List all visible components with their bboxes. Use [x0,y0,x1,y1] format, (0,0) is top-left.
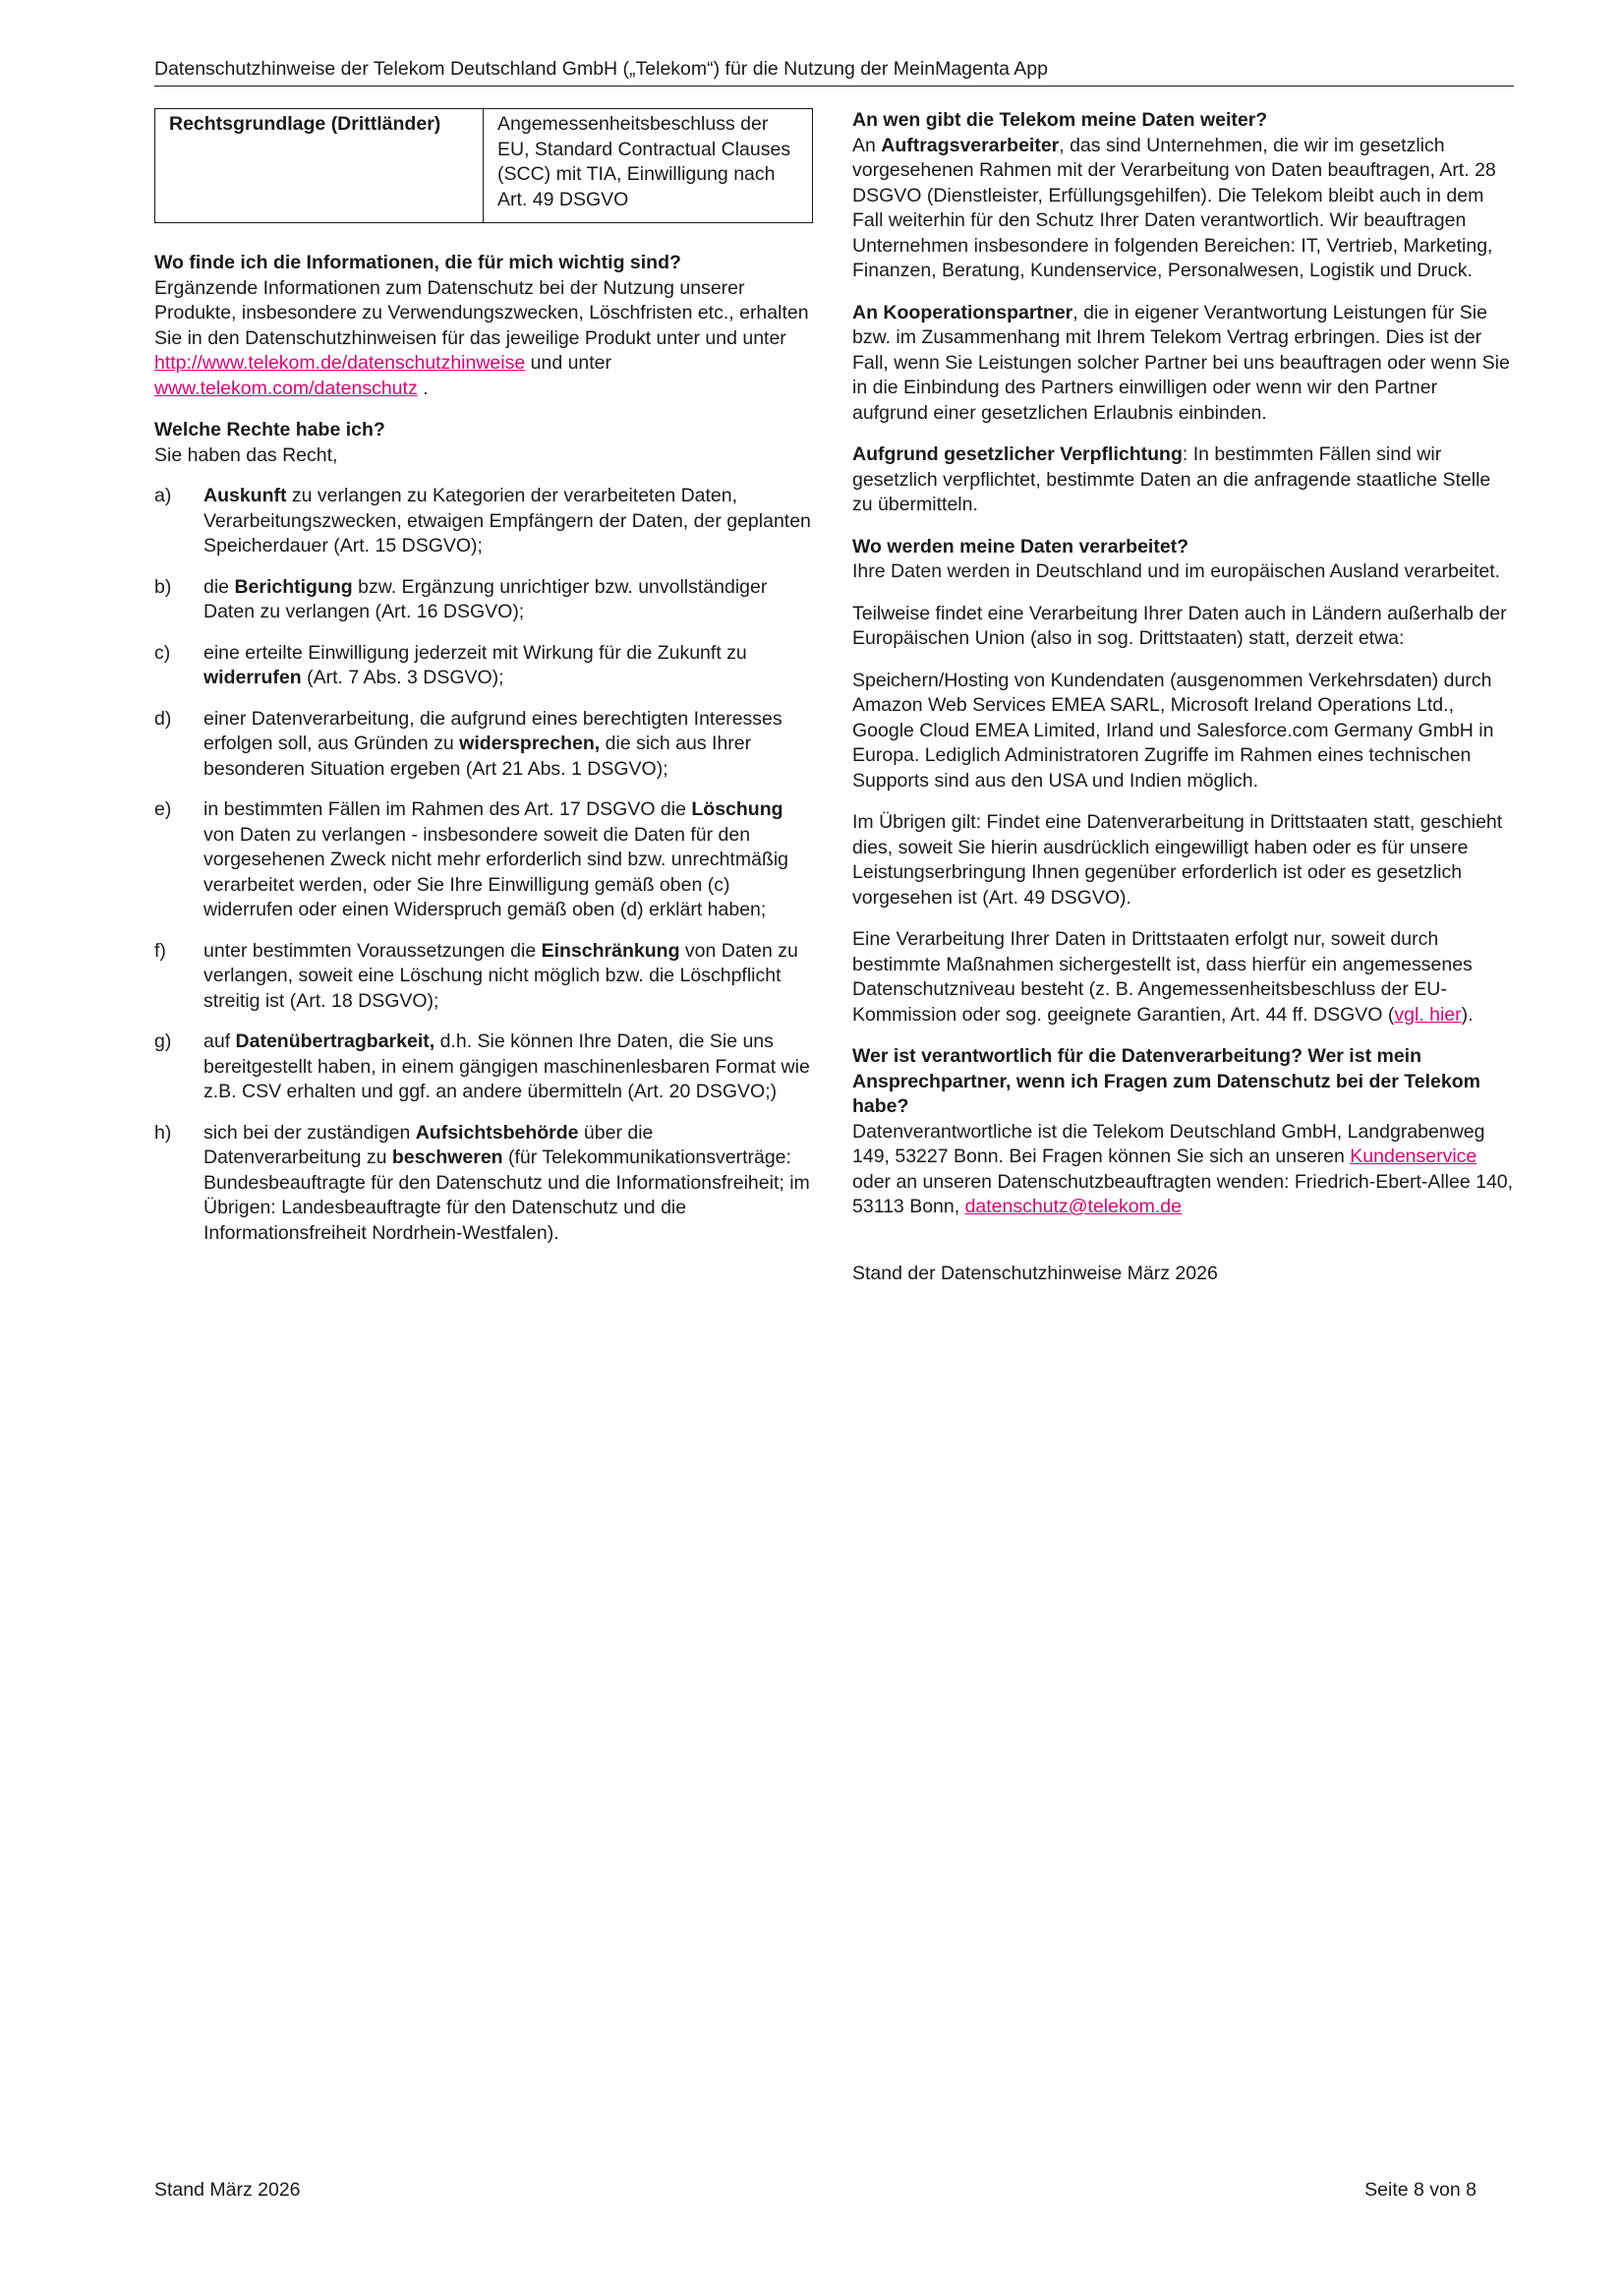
list-item: f) unter bestimmten Voraussetzungen die Einschränkung von Daten zu verlangen, soweit eine Löschung nicht möglich bzw. die Löschpflicht streitig ist (Art. 18 DSGVO); [154,939,813,1015]
where-p4: Im Übrigen gilt: Findet eine Datenverarbeitung in Drittstaaten statt, geschieht dies, soweit Sie hierin ausdrücklich eingewilligt haben oder es für unsere Leistungserbringung Ihnen gegenüber erforderlich ist oder es gesetzlich vorgesehen ist (Art. 49 DSGVO). [852,811,1503,909]
kundenservice-link[interactable]: Kundenservice [1350,1146,1477,1167]
info-end: . [423,377,429,399]
info-mid: und unter [530,352,612,374]
list-item: b) die Berichtigung bzw. Ergänzung unrichtiger bzw. unvollständiger Daten zu verlangen (Art. 16 DSGVO); [154,575,813,625]
footer-date: Stand März 2026 [154,2179,301,2201]
where-section [852,535,1516,1029]
header-title: Datenschutzhinweise der Telekom Deutschland GmbH („Telekom“) für die Nutzung der MeinMagenta App [154,58,1048,80]
rights-intro: Sie haben das Recht, [154,443,338,466]
list-item: h) sich bei der zuständigen Aufsichtsbehörde über die Datenverarbeitung zu beschweren (für Telekommunikationsverträge: Bundesbeauftragte für den Datenschutz und die Informationsfreiheit; im Übrigen: Landesbeauftragte für den Datenschutz und die Informationsfreiheit Nordrhein-Westfalen). [154,1121,813,1247]
list-marker: g) [154,1030,172,1052]
where-p5: Eine Verarbeitung Ihrer Daten in Drittstaaten erfolgt nur, soweit durch bestimmte Maßnahmen sichergestellt ist, dass hierfür ein angemessenes Datenschutzniveau besteht (z. B. Angemessenheitsbeschluss der EU-Kommission oder sog. geeignete Garantien, Art. 44 ff. DSGVO (vgl. hier). [852,928,1474,1026]
list-marker: e) [154,798,172,820]
list-item: a) Auskunft zu verlangen zu Kategorien der verarbeiteten Daten, Verarbeitungszwecken, etwaigen Empfängern der Daten, der geplanten Speicherdauer (Art. 15 DSGVO); [154,484,813,559]
right-column [852,108,1516,1286]
table-value: Angemessenheitsbeschluss der EU, Standard Contractual Clauses (SCC) mit TIA, Einwilligung nach Art. 49 DSGVO [484,109,813,223]
responsible-text: Datenverantwortliche ist die Telekom Deutschland GmbH, Landgrabenweg 149, 53227 Bonn. Bei Fragen können Sie sich an unseren Kundenservice oder an unseren Datenschutzbeauftragten wenden: Friedrich-Ebert-Allee 140, 53113 Bonn, datenschutz@telekom.de [852,1120,1514,1217]
share-title: An wen gibt die Telekom meine Daten weiter? [852,109,1268,131]
rights-section [154,418,813,1246]
datenschutzhinweise-link[interactable]: http://www.telekom.de/datenschutzhinweise [154,352,526,374]
legal-basis-table [154,108,813,223]
responsible-section [852,1044,1516,1220]
left-column [154,108,813,1263]
info-body: Ergänzende Informationen zum Datenschutz bei der Nutzung unserer Produkte, insbesondere zu Verwendungszwecken, Löschfristen etc., erhalten Sie in den Datenschutzhinweisen für das jeweilige Produkt unter und unter [154,276,809,349]
list-item: e) in bestimmten Fällen im Rahmen des Art. 17 DSGVO die Löschung von Daten zu verlangen - insbesondere soweit die Daten für den vorgesehenen Zweck nicht mehr erforderlich sind bzw. unrechtmäßig verarbeitet werden, oder Sie Ihre Einwilligung gemäß oben (c) widerrufen oder einen Widerspruch gemäß oben (d) erklärt haben; [154,797,813,923]
where-title: Wo werden meine Daten verarbeitet? [852,535,1189,558]
rights-title: Welche Rechte habe ich? [154,419,385,441]
rights-list [154,484,813,1246]
list-item: c) eine erteilte Einwilligung jederzeit mit Wirkung für die Zukunft zu widerrufen (Art. 7 Abs. 3 DSGVO); [154,641,813,691]
responsible-title: Wer ist verantwortlich für die Datenverarbeitung? Wer ist mein Ansprechpartner, wenn ich Fragen zum Datenschutz bei der Telekom habe? [852,1045,1480,1117]
list-marker: a) [154,485,172,506]
where-p2: Teilweise findet eine Verarbeitung Ihrer Daten auch in Ländern außerhalb der Europäischen Union (also in sog. Drittstaaten) statt, derzeit etwa: [852,602,1507,649]
vgl-hier-link[interactable]: vgl. hier [1394,1003,1462,1026]
where-p3: Speichern/Hosting von Kundendaten (ausgenommen Verkehrsdaten) durch Amazon Web Services EMEA SARL, Microsoft Ireland Operations Ltd., Google Cloud EMEA Limited, Irland und Salesforce.com Germany GmbH in Europa. Lediglich Administratoren Zugriffe im Rahmen eines technischen Supports sind aus den USA und Indien möglich. [852,669,1494,792]
share-legal: Aufgrund gesetzlicher Verpflichtung: In bestimmten Fällen sind wir gesetzlich verpflichtet, bestimmte Daten an die anfragende staatliche Stelle zu übermitteln. [852,443,1491,515]
page-header [154,57,1514,87]
share-section [852,108,1516,518]
email-link[interactable]: datenschutz@telekom.de [964,1196,1182,1217]
list-item: d) einer Datenverarbeitung, die aufgrund eines berechtigten Interesses erfolgen soll, aus Gründen zu widersprechen, die sich aus Ihrer besonderen Situation ergeben (Art 21 Abs. 1 DSGVO); [154,707,813,783]
list-marker: h) [154,1121,172,1144]
table-row [155,109,813,223]
info-title: Wo finde ich die Informationen, die für mich wichtig sind? [154,252,681,273]
list-marker: b) [154,575,172,598]
where-p1: Ihre Daten werden in Deutschland und im europäischen Ausland verarbeitet. [852,560,1501,582]
datenschutz-link[interactable]: www.telekom.com/datenschutz [154,377,418,399]
page-number: Seite 8 von 8 [1364,2179,1477,2201]
list-marker: d) [154,707,172,730]
stand-note: Stand der Datenschutzhinweise März 2026 [852,1262,1218,1284]
share-partners: An Kooperationspartner, die in eigener Verantwortung Leistungen für Sie bzw. im Zusammenhang mit Ihrem Telekom Vertrag erbringen. Dies ist der Fall, wenn Sie Leistungen solcher Partner bei uns beauftragen oder wenn Sie in die Einbindung des Partners einwilligen oder wenn wir den Partner aufgrund einer gesetzlichen Erlaubnis einbinden. [852,301,1510,424]
list-marker: f) [154,939,166,962]
list-item: g) auf Datenübertragbarkeit, d.h. Sie können Ihre Daten, die Sie uns bereitgestellt haben, in einem gängigen maschinenlesbaren Format wie z.B. CSV erhalten und ggf. an andere übermitteln (Art. 20 DSGVO;) [154,1030,813,1105]
info-section [154,251,813,401]
table-key: Rechtsgrundlage (Drittländer) [155,109,484,223]
info-text [154,276,813,402]
share-processors: An Auftragsverarbeiter, das sind Unternehmen, die wir im gesetzlich vorgesehenen Rahmen mit der Verarbeitung von Daten beauftragen, Art. 28 DSGVO (Dienstleister, Erfüllungsgehilfen). Die Telekom bleibt auch in dem Fall weiterhin für den Schutz Ihrer Daten verantwortlich. Wir beauftragen Unternehmen insbesondere in folgenden Bereichen: IT, Vertrieb, Marketing, Finanzen, Beratung, Kundenservice, Personalwesen, Logistik und Druck. [852,134,1496,281]
list-marker: c) [154,641,171,664]
